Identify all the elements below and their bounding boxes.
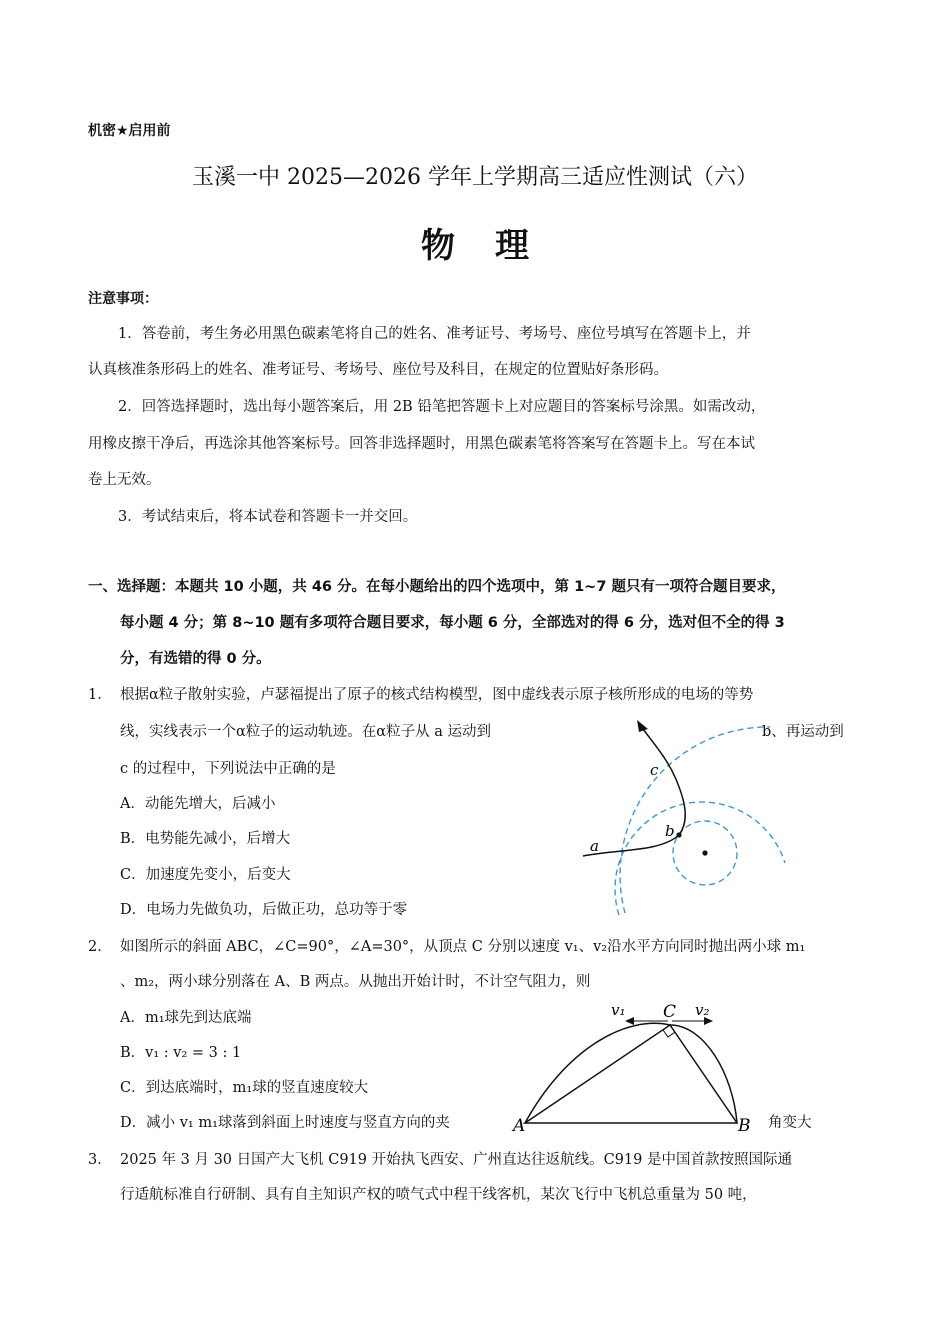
q2-figure bbox=[505, 995, 770, 1135]
section-1-line-1: 一、选择题：本题共 10 小题，共 46 分。在每小题给出的四个选项中，第 1~7 题只有一项符合题目要求， bbox=[88, 579, 786, 595]
q3-line-2: 行适航标准自行研制、具有自主知识产权的喷气式中程干线客机，某次飞行中飞机总重量为 50 吨， bbox=[120, 1187, 757, 1203]
label-C: C bbox=[663, 1002, 677, 1022]
q2-option-d-part-2: 角变大 bbox=[768, 1115, 812, 1131]
q2-option-b: B．v₁ : v₂ = 3 : 1 bbox=[120, 1045, 242, 1061]
q1-line-2b: b、再运动到 bbox=[762, 724, 844, 740]
notice-item-1-line-1: 1．答卷前，考生务必用黑色碳素笔将自己的姓名、准考证号、考场号、座位号填写在答题卡上，并 bbox=[118, 326, 751, 342]
q1-line-3: c 的过程中，下列说法中正确的是 bbox=[120, 761, 336, 777]
notice-item-2-line-1: 2．回答选择题时，选出每小题答案后，用 2B 铅笔把答题卡上对应题目的答案标号涂黑。如需改动， bbox=[118, 399, 766, 415]
right-angle-mark bbox=[663, 1030, 675, 1037]
label-b: b bbox=[665, 822, 675, 840]
label-B: B bbox=[738, 1116, 751, 1135]
exam-title: 玉溪一中 2025—2026 学年上学期高三适应性测试（六） bbox=[192, 165, 758, 190]
q1-figure bbox=[575, 715, 790, 920]
notice-item-3-line-1: 3．考试结束后，将本试卷和答题卡一并交回。 bbox=[118, 509, 418, 525]
label-A: A bbox=[513, 1116, 526, 1135]
notice-item-2-line-3: 卷上无效。 bbox=[88, 472, 161, 488]
confidential-mark: 机密★启用前 bbox=[88, 123, 171, 139]
section-1-line-2: 每小题 4 分；第 8~10 题有多项符合题目要求，每小题 6 分，全部选对的得 6 分，选对但不全的得 3 bbox=[120, 615, 785, 631]
q2-number: 2． bbox=[88, 939, 112, 955]
label-c: c bbox=[650, 761, 659, 779]
q2-option-c: C．到达底端时，m₁球的竖直速度较大 bbox=[120, 1080, 369, 1096]
q1-option-d: D．电场力先做负功，后做正功，总功等于零 bbox=[120, 902, 408, 918]
q2-line-2: 、m₂，两小球分别落在 A、B 两点。从抛出开始计时，不计空气阻力，则 bbox=[120, 974, 591, 990]
point-b-dot bbox=[676, 832, 681, 837]
q3-line-1: 2025 年 3 月 30 日国产大飞机 C919 开始执飞西安、广州直达往返航线。C919 是中国首款按照国际通 bbox=[120, 1152, 792, 1168]
nucleus-dot bbox=[702, 850, 707, 855]
q3-number: 3． bbox=[88, 1152, 112, 1168]
q1-option-b: B．电势能先减小，后增大 bbox=[120, 831, 291, 847]
q2-option-d-part-1: D．减小 v₁ m₁球落到斜面上时速度与竖直方向的夹 bbox=[120, 1115, 450, 1131]
q2-line-1: 如图所示的斜面 ABC，∠C=90°，∠A=30°，从顶点 C 分别以速度 v₁、v₂沿水平方向同时抛出两小球 m₁ bbox=[120, 939, 806, 955]
trajectory-arrow-icon bbox=[637, 720, 648, 732]
q1-line-1: 根据α粒子散射实验，卢瑟福提出了原子的核式结构模型，图中虚线表示原子核所形成的电场的等势 bbox=[120, 687, 754, 703]
equipotential-middle bbox=[615, 802, 785, 915]
label-a: a bbox=[590, 837, 599, 855]
subject-title: 物理 bbox=[421, 226, 569, 266]
notice-heading: 注意事项： bbox=[88, 291, 158, 307]
q1-number: 1． bbox=[88, 687, 112, 703]
q1-option-c: C．加速度先变小，后变大 bbox=[120, 867, 291, 883]
q1-option-a: A．动能先增大，后减小 bbox=[120, 796, 276, 812]
equipotential-outer bbox=[620, 727, 770, 913]
label-v1: v₁ bbox=[611, 1001, 626, 1019]
section-1-line-3: 分，有选错的得 0 分。 bbox=[120, 651, 271, 667]
notice-item-2-line-2: 用橡皮擦干净后，再选涂其他答案标号。回答非选择题时，用黑色碳素笔将答案写在答题卡上。写在本试 bbox=[88, 436, 755, 452]
v1-arrow-icon bbox=[625, 1017, 634, 1025]
incline-triangle bbox=[525, 1025, 737, 1123]
q1-line-2a: 线，实线表示一个α粒子的运动轨迹。在α粒子从 a 运动到 bbox=[120, 724, 491, 740]
notice-item-1-line-2: 认真核准条形码上的姓名、准考证号、考场号、座位号及科目，在规定的位置贴好条形码。 bbox=[88, 362, 668, 378]
label-v2: v₂ bbox=[695, 1001, 710, 1019]
q2-option-a: A．m₁球先到达底端 bbox=[120, 1010, 252, 1026]
